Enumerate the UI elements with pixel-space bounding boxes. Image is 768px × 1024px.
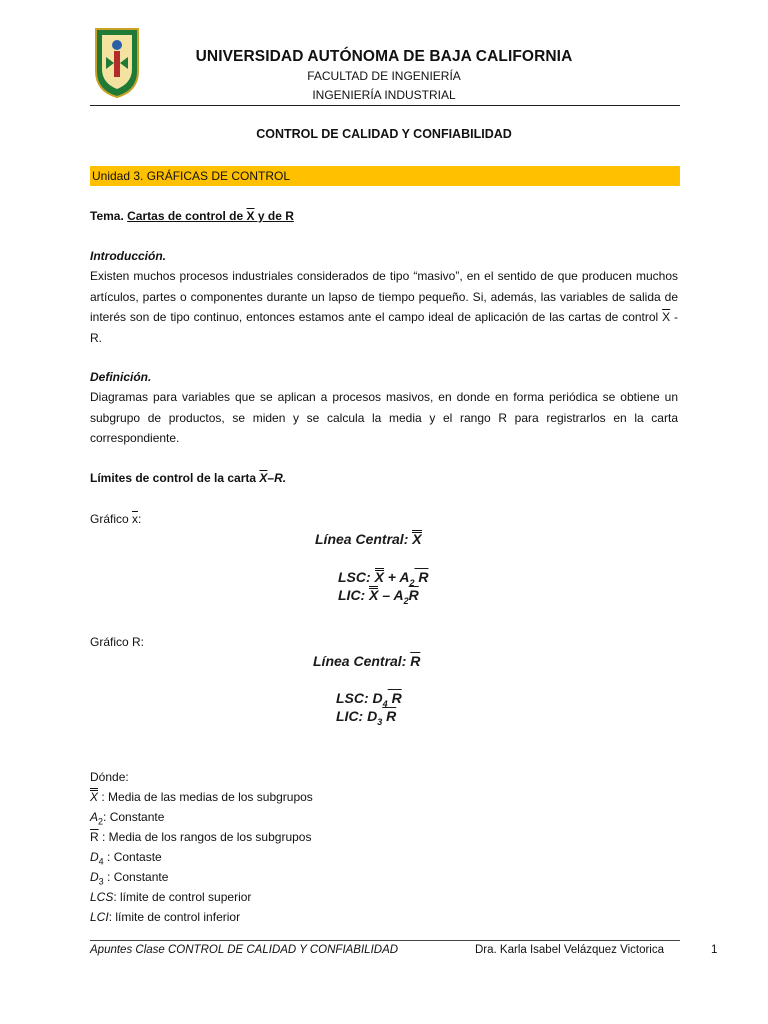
footer-author: Dra. Karla Isabel Velázquez Victorica: [475, 944, 664, 956]
where-item-d3: $D_3$ : Constante: [90, 870, 169, 887]
grafico-r-label: Gráfico R:: [90, 635, 145, 649]
grafico-r-lsc: LSC: $D_4$ R: [336, 690, 402, 709]
where-item-xbarbar: X : Media de las medias de los subgrupos: [90, 790, 313, 804]
where-item-a2: $A_2$: Constante: [90, 810, 165, 827]
definition-heading: Definición.: [90, 370, 152, 384]
grafico-r-central-line: Línea Central: $\overline{R}$: [313, 653, 421, 669]
intro-heading: Introducción.: [90, 249, 166, 263]
grafico-r-lic: LIC: $D_3$ R: [336, 708, 397, 727]
definition-paragraph: Diagramas para variables que se aplican a procesos masivos, en donde en forma periódica se obtiene un subgrupo de productos, se miden y se calcula la media y el rango R para registrarlos en la carta correspondiente.: [90, 390, 678, 445]
topic-title: Cartas de control de X y de R: [127, 209, 294, 223]
course-title: CONTROL DE CALIDAD Y CONFIABILIDAD: [256, 127, 512, 141]
footer-course: Apuntes Clase CONTROL DE CALIDAD Y CONFIABILIDAD: [90, 944, 399, 956]
grafico-x-lsc: LSC: $X + A_2$ R: [338, 569, 429, 588]
topic-line: [90, 206, 294, 226]
university-title: UNIVERSIDAD AUTÓNOMA DE BAJA CALIFORNIA: [195, 48, 573, 65]
footer-divider: [90, 940, 680, 941]
faculty-title: FACULTAD DE INGENIERÍA: [307, 69, 461, 83]
where-heading: Dónde:: [90, 770, 129, 784]
topic-label: Tema.: [90, 209, 124, 223]
where-item-lcs: LCS: límite de control superior: [90, 890, 252, 904]
program-title: INGENIERÍA INDUSTRIAL: [312, 88, 456, 102]
grafico-x-central-line: Línea Central: X: [315, 531, 422, 547]
header-divider: [90, 105, 680, 106]
where-item-rbar: $\overline{R}$ : Media de los rangos de los subgrupos: [90, 830, 312, 844]
where-item-d4: $D_4$ : Contaste: [90, 850, 162, 867]
where-item-lci: LCI: límite de control inferior: [90, 910, 241, 924]
grafico-x-label: Gráfico $\overline{x}$:: [90, 512, 142, 526]
intro-paragraph: Existen muchos procesos industriales considerados de tipo “masivo”, en el sentido de que producen muchos artículos, partes o componentes durante un lapso de tiempo pequeño. Si, además, las variables de salida de interés son de tipo continuo, entonces estamos ante el campo ideal de aplicación de las cartas de control $\overline{X}$ -R.: [90, 269, 678, 345]
unit-title: Unidad 3. GRÁFICAS DE CONTROL: [92, 169, 291, 183]
limits-heading: Límites de control de la carta $\overline{X}-R$.: [90, 471, 287, 485]
grafico-x-lic: LIC: X – $A_2\overline{R}$: [338, 587, 419, 606]
page-number: 1: [711, 944, 718, 956]
